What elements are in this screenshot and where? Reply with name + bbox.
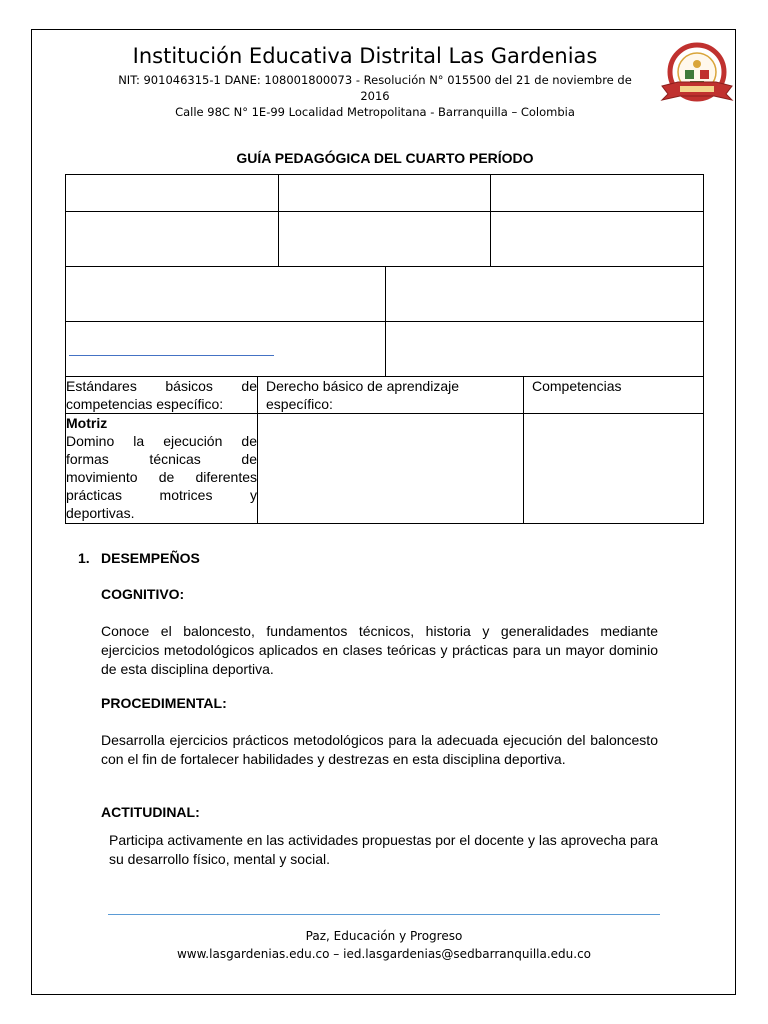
cognitive-title: COGNITIVO:	[101, 586, 185, 602]
info-cell	[386, 322, 704, 377]
cognitive-text: Conoce el baloncesto, fundamentos técnicos, historia y generalidades mediante ejercicios metodológicos aplicados en clases teóricas y prácticas para un mayor dominio de esta disciplina deportiva.	[101, 623, 658, 677]
procedural-text: Desarrolla ejercicios prácticos metodológicos para la adecuada ejecución del baloncesto con el fin de fortalecer habilidades y destrezas en esta disciplina deportiva.	[101, 732, 658, 767]
info-cell	[491, 175, 704, 212]
document-title: GUÍA PEDAGÓGICA DEL CUARTO PERÍODO	[236, 150, 534, 166]
standards-table	[65, 376, 704, 524]
institution-address: Calle 98C N° 1E-99 Localidad Metropolitana - Barranquilla – Colombia	[175, 105, 575, 119]
info-cell	[66, 267, 386, 322]
info-cell	[386, 267, 704, 322]
info-cell	[66, 212, 279, 267]
standards-cell	[66, 414, 258, 524]
header-competencies	[524, 377, 704, 414]
header-standards-text: Estándares básicos de competencias específico:	[66, 378, 257, 412]
standards-text: Domino la ejecución de formas técnicas de movimiento de diferentes prácticas motrices y deportivas.	[66, 433, 257, 521]
seal-ribbon-band	[680, 86, 714, 92]
footer-divider	[108, 914, 660, 915]
footer-contact: www.lasgardenias.edu.co – ied.lasgardenias@sedbarranquilla.edu.co	[176, 947, 592, 961]
attitudinal-title: ACTITUDINAL:	[101, 804, 200, 820]
header-dba-text: Derecho básico de aprendizaje específico:	[266, 378, 460, 412]
info-table-middle	[65, 266, 704, 377]
attitudinal-text: Participa activamente en las actividades propuestas por el docente y las aprovecha para su desarrollo físico, mental y social.	[109, 832, 658, 867]
competencies-cell	[524, 414, 704, 524]
seal-emblem-left	[685, 70, 694, 79]
section-number: 1.	[78, 550, 90, 566]
institution-name: Institución Educativa Distrital Las Gardenias	[132, 44, 598, 68]
header-competencies-text: Competencias	[532, 378, 622, 394]
info-cell	[279, 175, 491, 212]
info-cell	[279, 212, 491, 267]
footer-motto: Paz, Educación y Progreso	[305, 929, 463, 943]
procedural-title: PROCEDIMENTAL:	[101, 695, 227, 711]
institution-ids	[110, 72, 640, 104]
seal-sun	[693, 60, 701, 68]
info-cell	[66, 175, 279, 212]
standards-heading: Motriz	[66, 415, 108, 431]
info-cell	[491, 212, 704, 267]
seal-emblem-right	[700, 70, 709, 79]
header-standards	[66, 377, 258, 414]
blue-underline	[69, 355, 274, 356]
info-cell	[66, 322, 386, 377]
institution-ids-line-2: 2016	[360, 89, 390, 103]
header-dba	[258, 377, 524, 414]
section-title: DESEMPEÑOS	[101, 550, 200, 566]
institution-ids-line-1: NIT: 901046315-1 DANE: 108001800073 - Resolución N° 015500 del 21 de noviembre de	[118, 73, 632, 87]
dba-cell	[258, 414, 524, 524]
school-seal-logo	[656, 42, 738, 106]
info-table-top	[65, 174, 704, 267]
